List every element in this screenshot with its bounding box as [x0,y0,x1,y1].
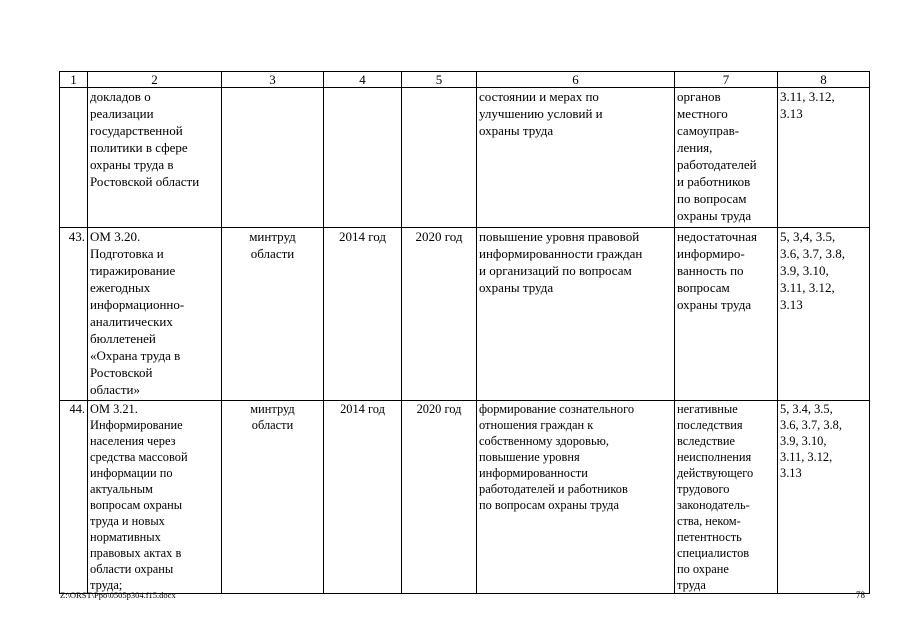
row-number: 43. [60,228,88,401]
start-year: 2014 год [324,401,402,594]
indicator-links: 5, 3.4, 3.5, 3.6, 3.7, 3.8, 3.9, 3.10, 3.11, 3.12, 3.13 [778,401,870,594]
end-year: 2020 год [402,401,477,594]
executor: минтруд области [222,401,324,594]
measure-name: докладов о реализации государственной политики в сфере охраны труда в Ростовской области [88,88,222,228]
measures-table [59,71,870,594]
measure-name: ОМ 3.20. Подготовка и тиражирование ежегодных информационно- аналитических бюллетеней «Охрана труда в Ростовской области» [88,228,222,401]
header-cell: 4 [324,72,402,88]
footer-file-path: Z:\ORST\Ppo\0505p304.f15.docx [60,590,176,600]
expected-result: состоянии и мерах по улучшению условий и охраны труда [477,88,675,228]
executor: минтруд области [222,228,324,401]
end-year: 2020 год [402,228,477,401]
start-year [324,88,402,228]
consequences: недостаточная информиро- ванность по вопросам охраны труда [675,228,778,401]
measure-name: ОМ 3.21. Информирование населения через средства массовой информации по актуальным вопросам охраны труда и новых нормативных правовых актах в области охраны труда; [88,401,222,594]
indicator-links: 3.11, 3.12, 3.13 [778,88,870,228]
header-cell: 1 [60,72,88,88]
consequences: негативные последствия вследствие неисполнения действующего трудового законодатель- ства, неком- петентность специалистов по охране труда [675,401,778,594]
header-cell: 5 [402,72,477,88]
expected-result: повышение уровня правовой информированности граждан и организаций по вопросам охраны труда [477,228,675,401]
end-year [402,88,477,228]
header-cell: 6 [477,72,675,88]
consequences: органов местного самоуправ- ления, работодателей и работников по вопросам охраны труда [675,88,778,228]
start-year: 2014 год [324,228,402,401]
indicator-links: 5, 3,4, 3.5, 3.6, 3.7, 3.8, 3.9, 3.10, 3.11, 3.12, 3.13 [778,228,870,401]
header-cell: 2 [88,72,222,88]
expected-result: формирование сознательного отношения граждан к собственному здоровью, повышение уровня информированности работодателей и работников по вопросам охраны труда [477,401,675,594]
header-cell: 3 [222,72,324,88]
header-cell: 7 [675,72,778,88]
table-row [60,88,870,228]
row-number: 44. [60,401,88,594]
executor [222,88,324,228]
table-row [60,401,870,594]
table-row [60,228,870,401]
page-number: 78 [856,590,865,600]
header-cell: 8 [778,72,870,88]
row-number [60,88,88,228]
table-header-row [60,72,870,88]
